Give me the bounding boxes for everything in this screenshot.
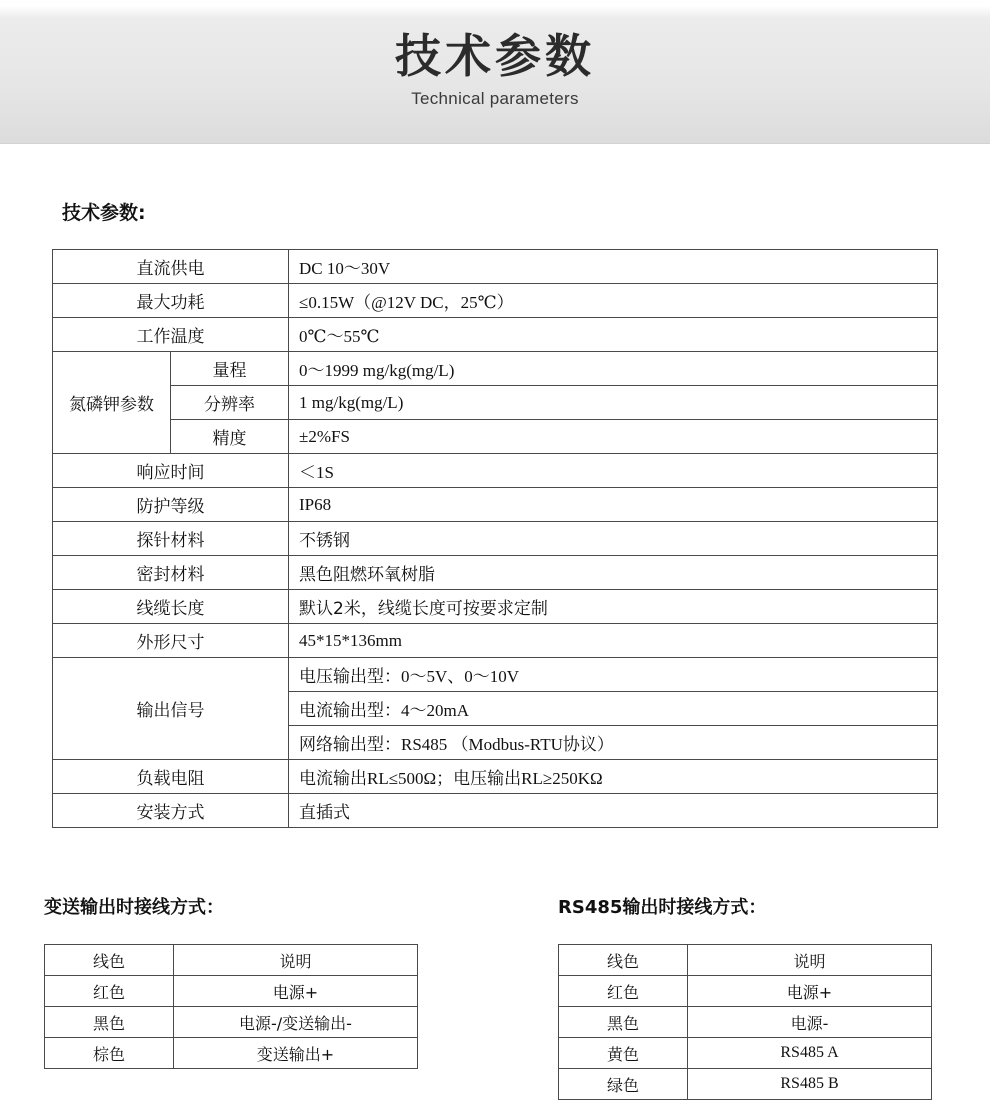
spec-value: 不锈钢 [289, 522, 938, 556]
spec-sublabel: 分辨率 [171, 386, 289, 420]
spec-sublabel: 精度 [171, 420, 289, 454]
spec-value: 黑色阻燃环氧树脂 [289, 556, 938, 590]
spec-label: 氮磷钾参数 [53, 352, 171, 454]
table-row [559, 1007, 932, 1038]
spec-sublabel: 量程 [171, 352, 289, 386]
spec-label: 安装方式 [53, 794, 289, 828]
spec-label: 最大功耗 [53, 284, 289, 318]
spec-value: 电流输出RL≤500Ω；电压输出RL≥250KΩ [289, 760, 938, 794]
table-row [53, 250, 938, 284]
spec-label: 负载电阻 [53, 760, 289, 794]
spec-value: 1 mg/kg(mg/L) [289, 386, 938, 420]
column-header-wire-color: 线色 [559, 945, 688, 976]
banner-title: 技术参数 [395, 29, 595, 83]
table-row [45, 976, 418, 1007]
spec-value: ≤0.15W（@12V DC，25℃） [289, 284, 938, 318]
wire-description: 变送输出+ [174, 1038, 418, 1069]
table-row [53, 760, 938, 794]
wire-description: 电源- [688, 1007, 932, 1038]
banner-subtitle: Technical parameters [411, 88, 579, 108]
spec-value: 0～1999 mg/kg(mg/L) [289, 352, 938, 386]
spec-label: 线缆长度 [53, 590, 289, 624]
spec-value: 45*15*136mm [289, 624, 938, 658]
page-banner [0, 0, 990, 144]
column-header-description: 说明 [688, 945, 932, 976]
wire-description: RS485 A [688, 1038, 932, 1069]
table-row [53, 590, 938, 624]
analog-output-wiring-table [44, 944, 418, 1069]
wire-color: 黄色 [559, 1038, 688, 1069]
table-header-row [559, 945, 932, 976]
table-row [45, 1038, 418, 1069]
spec-value: ＜1S [289, 454, 938, 488]
spec-value: 电流输出型：4～20mA [289, 692, 938, 726]
table-row [53, 284, 938, 318]
table-row [53, 420, 938, 454]
spec-label: 输出信号 [53, 658, 289, 760]
wire-color: 黑色 [45, 1007, 174, 1038]
spec-label: 外形尺寸 [53, 624, 289, 658]
wire-description: 电源+ [688, 976, 932, 1007]
table-row [559, 1069, 932, 1100]
spec-value: 直插式 [289, 794, 938, 828]
spec-label: 防护等级 [53, 488, 289, 522]
spec-value: 默认2米，线缆长度可按要求定制 [289, 590, 938, 624]
wiring-right-title: RS485输出时接线方式： [558, 897, 767, 918]
wire-color: 绿色 [559, 1069, 688, 1100]
spec-value: 0℃～55℃ [289, 318, 938, 352]
table-row [53, 318, 938, 352]
wiring-left-title: 变送输出时接线方式： [44, 897, 224, 918]
spec-value: 网络输出型：RS485 （Modbus-RTU协议） [289, 726, 938, 760]
table-row [53, 658, 938, 692]
wire-description: 电源+ [174, 976, 418, 1007]
table-row [53, 454, 938, 488]
table-row [559, 976, 932, 1007]
table-row [559, 1038, 932, 1069]
column-header-description: 说明 [174, 945, 418, 976]
spec-label: 工作温度 [53, 318, 289, 352]
rs485-output-wiring-table [558, 944, 932, 1100]
spec-value: IP68 [289, 488, 938, 522]
wire-color: 黑色 [559, 1007, 688, 1038]
page-title: 技术参数: [62, 202, 146, 224]
spec-value: DC 10～30V [289, 250, 938, 284]
table-row [53, 352, 938, 386]
spec-label: 密封材料 [53, 556, 289, 590]
table-row [53, 386, 938, 420]
table-row [45, 1007, 418, 1038]
table-row [53, 522, 938, 556]
wire-description: 电源-/变送输出- [174, 1007, 418, 1038]
wire-color: 棕色 [45, 1038, 174, 1069]
wire-color: 红色 [45, 976, 174, 1007]
table-row [53, 488, 938, 522]
table-row [53, 794, 938, 828]
table-row [53, 556, 938, 590]
technical-spec-table [52, 249, 938, 828]
spec-value: 电压输出型：0～5V、0～10V [289, 658, 938, 692]
table-header-row [45, 945, 418, 976]
spec-label: 响应时间 [53, 454, 289, 488]
wire-color: 红色 [559, 976, 688, 1007]
spec-label: 直流供电 [53, 250, 289, 284]
spec-value: ±2%FS [289, 420, 938, 454]
column-header-wire-color: 线色 [45, 945, 174, 976]
wire-description: RS485 B [688, 1069, 932, 1100]
table-row [53, 624, 938, 658]
spec-label: 探针材料 [53, 522, 289, 556]
